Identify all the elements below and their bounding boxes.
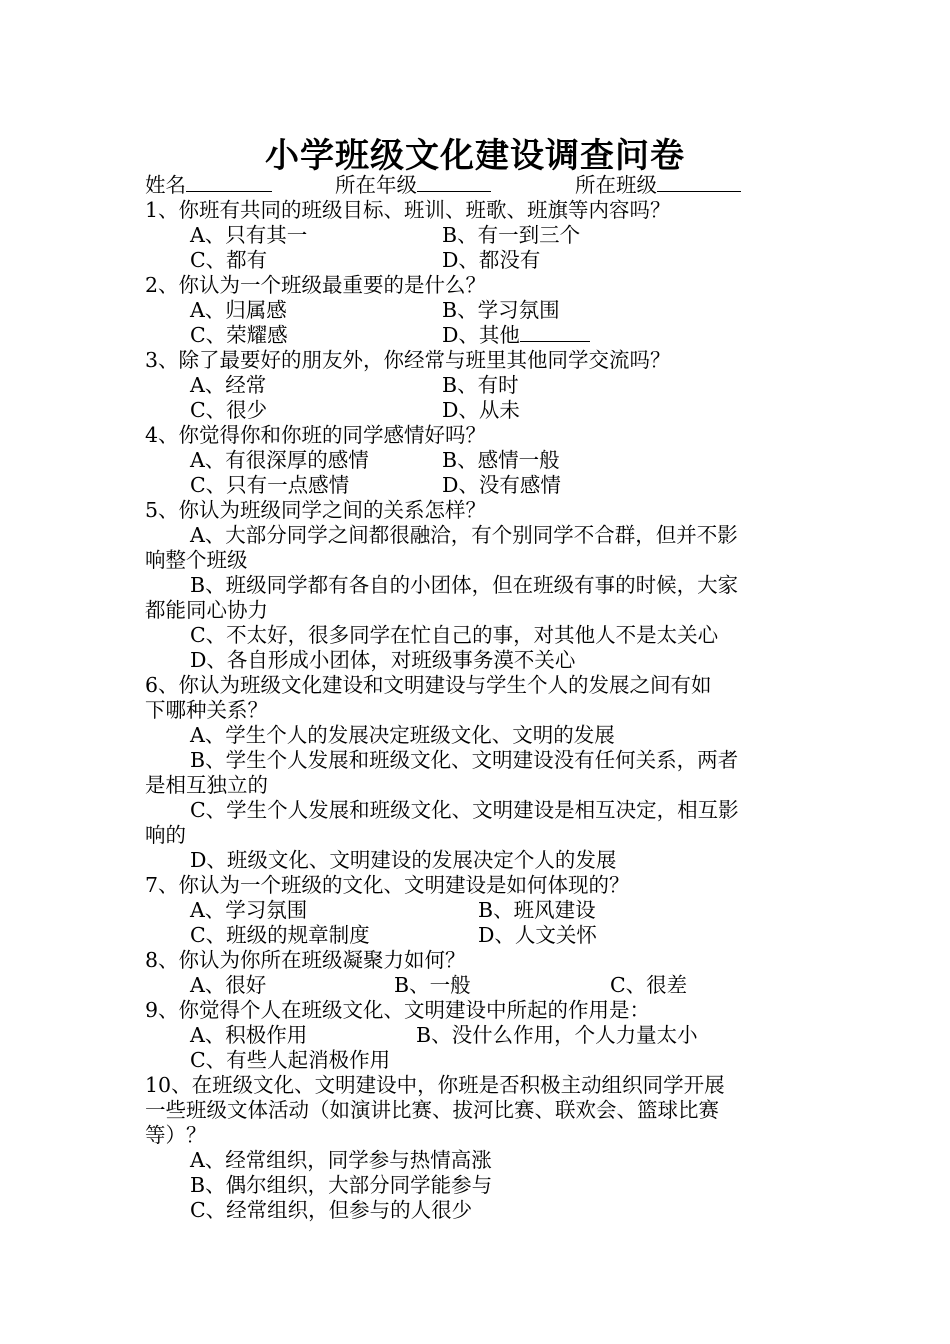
option-c[interactable]: C、有些人起消极作用 <box>190 1048 391 1072</box>
question-8: 8、你认为你所在班级凝聚力如何？ <box>145 948 466 972</box>
question-10-cont: 等）？ <box>145 1123 207 1147</box>
option-c[interactable]: C、很差 <box>610 973 688 997</box>
option-b-cont: 都能同心协力 <box>145 598 268 622</box>
option-row <box>190 398 520 423</box>
option-a[interactable]: A、有很深厚的感情 <box>190 448 369 472</box>
option-d[interactable]: D、没有感情 <box>442 473 561 497</box>
option-row <box>190 473 561 498</box>
question-5: 5、你认为班级同学之间的关系怎样？ <box>145 498 487 522</box>
grade-label: 所在年级 <box>335 173 417 197</box>
option-row <box>190 248 541 273</box>
question-1: 1、你班有共同的班级目标、班训、班歌、班旗等内容吗？ <box>145 198 671 222</box>
option-row <box>190 298 560 323</box>
option-a[interactable]: A、只有其一 <box>190 223 308 247</box>
option-a[interactable]: A、学生个人的发展决定班级文化、文明的发展 <box>190 723 615 747</box>
option-c[interactable]: C、只有一点感情 <box>190 473 350 497</box>
other-field[interactable] <box>520 323 590 342</box>
option-a[interactable]: A、归属感 <box>190 298 287 322</box>
option-a[interactable]: A、学习氛围 <box>190 898 308 922</box>
option-row <box>190 223 581 248</box>
option-c[interactable]: C、不太好，很多同学在忙自己的事，对其他人不是太关心 <box>190 623 719 647</box>
question-2: 2、你认为一个班级最重要的是什么？ <box>145 273 487 297</box>
option-row <box>190 1023 698 1048</box>
option-b[interactable]: B、偶尔组织，大部分同学能参与 <box>190 1173 493 1197</box>
name-field[interactable] <box>186 173 272 192</box>
question-3: 3、除了最要好的朋友外，你经常与班里其他同学交流吗？ <box>145 348 671 372</box>
option-row <box>190 373 519 398</box>
question-4: 4、你觉得你和你班的同学感情好吗？ <box>145 423 487 447</box>
option-b[interactable]: B、有时 <box>442 373 519 397</box>
option-c[interactable]: C、很少 <box>190 398 268 422</box>
option-a[interactable]: A、很好 <box>190 973 267 997</box>
option-c[interactable]: C、学生个人发展和班级文化、文明建设是相互决定，相互影 <box>190 798 739 822</box>
option-b[interactable]: B、有一到三个 <box>442 223 581 247</box>
info-line <box>145 173 657 198</box>
option-d[interactable]: D、其他 <box>442 323 520 347</box>
option-b[interactable]: B、班级同学都有各自的小团体，但在班级有事的时候，大家 <box>190 573 739 597</box>
option-b[interactable]: B、班风建设 <box>478 898 596 922</box>
option-a[interactable]: A、大部分同学之间都很融洽，有个别同学不合群，但并不影 <box>190 523 738 547</box>
grade-label-wrap <box>335 173 491 198</box>
option-d[interactable]: D、班级文化、文明建设的发展决定个人的发展 <box>190 848 617 872</box>
name-label: 姓名 <box>145 173 186 197</box>
option-d[interactable]: D、从未 <box>442 398 520 422</box>
class-label: 所在班级 <box>575 173 657 197</box>
option-a[interactable]: A、积极作用 <box>190 1023 308 1047</box>
question-9: 9、你觉得个人在班级文化、文明建设中所起的作用是： <box>145 998 651 1022</box>
option-d[interactable]: D、都没有 <box>442 248 541 272</box>
option-b[interactable]: B、没什么作用，个人力量太小 <box>416 1023 698 1047</box>
option-c[interactable]: C、经常组织，但参与的人很少 <box>190 1198 473 1222</box>
page-title: 小学班级文化建设调查问卷 <box>265 136 685 176</box>
option-b[interactable]: B、一般 <box>394 973 471 997</box>
option-row <box>190 323 520 348</box>
option-c[interactable]: C、荣耀感 <box>190 323 288 347</box>
option-row <box>190 923 597 948</box>
option-d[interactable]: D、各自形成小团体，对班级事务漠不关心 <box>190 648 576 672</box>
class-field[interactable] <box>657 173 741 192</box>
option-b[interactable]: B、感情一般 <box>442 448 560 472</box>
option-c[interactable]: C、都有 <box>190 248 268 272</box>
question-7: 7、你认为一个班级的文化、文明建设是如何体现的？ <box>145 873 630 897</box>
option-c-cont: 响的 <box>145 823 186 847</box>
option-a[interactable]: A、经常 <box>190 373 267 397</box>
option-c[interactable]: C、班级的规章制度 <box>190 923 370 947</box>
option-d-wrap <box>442 323 590 348</box>
option-row <box>190 898 596 923</box>
option-row <box>190 973 688 998</box>
option-b-cont: 是相互独立的 <box>145 773 268 797</box>
option-d[interactable]: D、人文关怀 <box>478 923 597 947</box>
question-6-cont: 下哪种关系？ <box>145 698 268 722</box>
option-a-cont: 响整个班级 <box>145 548 248 572</box>
grade-field[interactable] <box>417 173 491 192</box>
question-10-cont: 一些班级文体活动（如演讲比赛、拔河比赛、联欢会、篮球比赛 <box>145 1098 719 1122</box>
option-b[interactable]: B、学习氛围 <box>442 298 560 322</box>
option-row <box>190 448 560 473</box>
option-a[interactable]: A、经常组织，同学参与热情高涨 <box>190 1148 492 1172</box>
question-6: 6、你认为班级文化建设和文明建设与学生个人的发展之间有如 <box>145 673 712 697</box>
option-b[interactable]: B、学生个人发展和班级文化、文明建设没有任何关系，两者 <box>190 748 739 772</box>
class-label-wrap <box>575 173 741 198</box>
question-10: 10、在班级文化、文明建设中，你班是否积极主动组织同学开展 <box>145 1073 725 1097</box>
